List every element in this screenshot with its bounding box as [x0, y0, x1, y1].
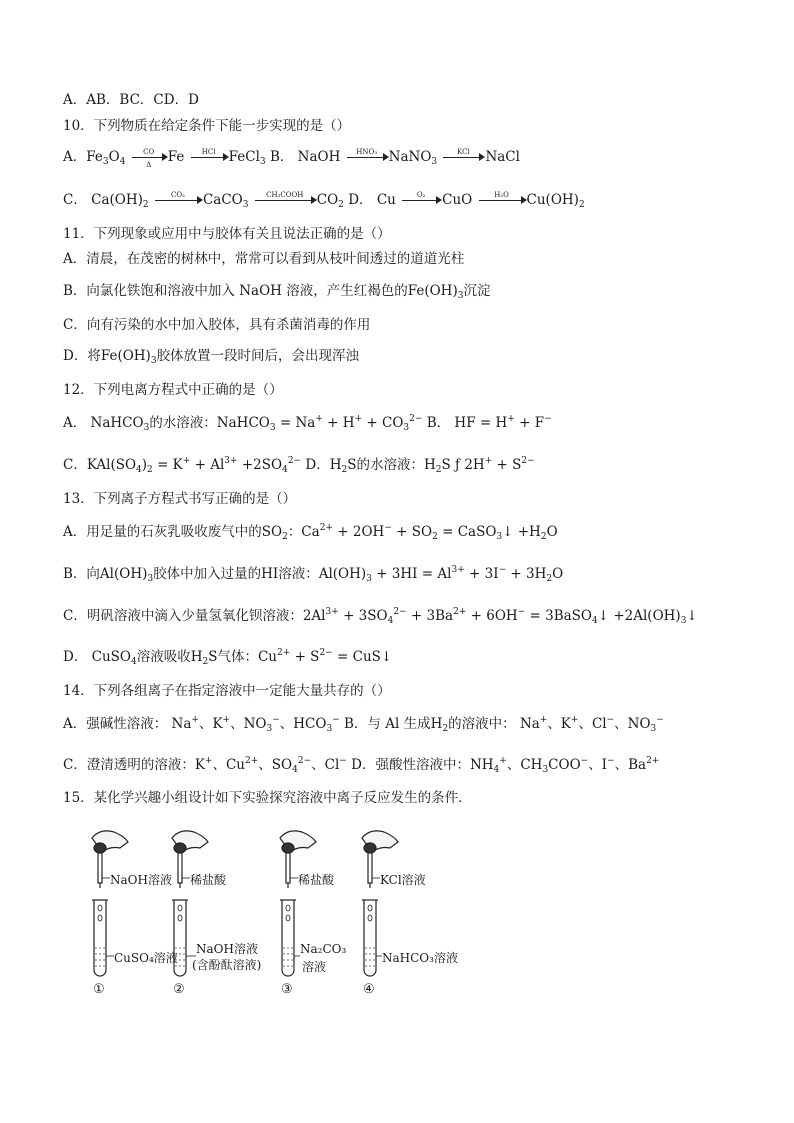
dropper-4-label: KCl溶液: [380, 873, 426, 887]
tube-3-label-a: Na₂CO₃: [300, 942, 347, 956]
q12-row-cd: C．$KAl(SO_4)_2 = K^+ + Al^{3+} +2SO_4^{2-}$ D．$H_2S$的水溶液：$H_2S$ ƒ $2H^+ + S^{2-}$: [63, 456, 535, 475]
dropper-3-label: 稀盐酸: [298, 873, 335, 887]
q13-option-c: C．明矾溶液中滴入少量氢氧化钡溶液：$2Al^{3+} + 3SO_4^{2-} + 3Ba^{2+} + 6OH^-$ = 3BaSO$_4$↓ $+2Al(OH)_3↓$: [63, 607, 698, 626]
q11-option-a: A．清晨，在茂密的树林中，常常可以看到从枝叶间透过的道道光柱: [63, 251, 465, 267]
tube-3-number: ③: [281, 982, 293, 997]
q11-option-d: D．将$Fe(OH)_3$胶体放置一段时间后，会出现浑浊: [63, 348, 360, 366]
question-11: 11．下列现象或应用中与胶体有关且说法正确的是（）: [63, 226, 391, 242]
experiment-illustration: [80, 828, 460, 1008]
question-12: 12．下列电离方程式中正确的是（）: [63, 382, 283, 398]
tube-1-label: CuSO₄溶液: [114, 951, 178, 965]
question-15: 15．某化学兴趣小组设计如下实验探究溶液中离子反应发生的条件．: [63, 790, 472, 806]
q13-option-a: A．用足量的石灰乳吸收废气中的$SO_2$：$Ca^{2+} + 2OH^- + SO_2$ = CaSO$_3$↓ $+H_2O$: [63, 523, 558, 542]
tube-2-label-a: NaOH溶液: [196, 942, 258, 956]
q13-option-b: B．向$Al(OH)_3$胶体中加入过量的HI溶液：$Al(OH)_3 + 3HI = Al^{3+} + 3I^- + 3H_2O$: [63, 565, 564, 584]
tube-2-label-b: (含酚酞溶液): [192, 958, 262, 972]
dropper-1-label: NaOH溶液: [110, 873, 172, 887]
tube-3-label-b: 溶液: [302, 960, 327, 974]
q11-option-b: B．向氯化铁饱和溶液中加入 NaOH 溶液，产生红褐色的$Fe(OH)_3$沉淀: [63, 283, 491, 301]
q13-option-d: D． CuSO$_4$溶液吸收$H_2S$气体：$Cu^{2+} + S^{2-}$ = CuS↓: [63, 648, 393, 667]
option-line-a-to-d: A．AB．BC．CD．D: [63, 92, 199, 108]
tube-1-number: ①: [93, 982, 105, 997]
question-13: 13．下列离子方程式书写正确的是（）: [63, 491, 297, 507]
question-14: 14．下列各组离子在指定溶液中一定能大量共存的（）: [63, 683, 391, 699]
tube-2-number: ②: [173, 982, 185, 997]
experiment-figure: [80, 828, 460, 1008]
tube-4-number: ④: [363, 982, 375, 997]
tube-4-label: NaHCO₃溶液: [382, 951, 458, 965]
q14-row-ab: A．强碱性溶液： Na+、K+、$NO_3^-$、$HCO_3^-$ B．与 Al 生成$H_2$的溶液中： Na+、K+、Cl−、$NO_3^-$: [63, 715, 664, 734]
q10-row-ab: A．$Fe_3O_4$ $\frac{CO}{\Delta}$ Fe HCl FeCl$_3$ B． NaOH HNO₃ NaNO$_3$ KCl NaCl: [63, 148, 520, 169]
q11-option-c: C．向有污染的水中加入胶体，具有杀菌消毒的作用: [63, 317, 371, 333]
q12-row-ab: A． NaHCO$_3$的水溶液：NaHCO$_3$ = $Na^+ + H^+ + CO_3^{2-}$ B． HF = H+ + F−: [63, 414, 552, 433]
q10-row-cd: C． $Ca(OH)_2$ CO₂ CaCO$_3$ CH₃COOH $CO_2$ D． Cu O₂ CuO H₂O $Cu(OH)_2$: [63, 191, 585, 210]
dropper-2-label: 稀盐酸: [190, 873, 227, 887]
question-10: 10．下列物质在给定条件下能一步实现的是（）: [63, 118, 351, 134]
q14-row-cd: C．澄清透明的溶液：K+、$Cu^{2+}$、$SO_4^{2-}$、Cl− D．强酸性溶液中：$NH_4^+$、$CH_3COO^-$、I−、$Ba^{2+}$: [63, 756, 660, 775]
